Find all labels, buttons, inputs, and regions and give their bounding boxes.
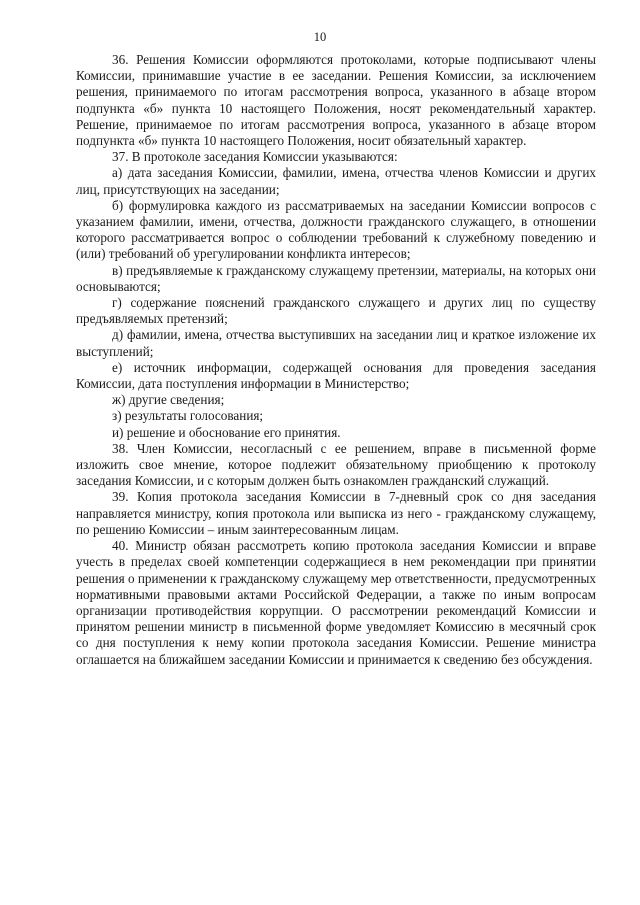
paragraph-37: 37. В протоколе заседания Комиссии указываются: (112, 149, 398, 165)
item-37-zh: ж) другие сведения; (112, 392, 225, 408)
paragraph-38: 38. Член Комиссии, несогласный с ее решением, вправе в письменной форме изложить свое мнение, которое подлежит обязательному приобщению к протоколу заседания Комиссии, и с которым должен быть ознакомлен гражданский служащий. (76, 440, 596, 489)
document-body (76, 52, 596, 668)
paragraph-39: 39. Копия протокола заседания Комиссии в 7-дневный срок со дня заседания направляется министру, копия протокола или выписка из него - гражданскому служащему, по решению Комиссии – иным заинтересованным лицам. (76, 489, 596, 537)
item-37-v: в) предъявляемые к гражданскому служащему претензии, материалы, на которых они основываются; (76, 262, 596, 294)
paragraph-36: 36. Решения Комиссии оформляются протоколами, которые подписывают члены Комиссии, принимавшие участие в ее заседании. Решения Комиссии, за исключением решения, принимаемого по итогам рассмотрения вопроса, указанного в абзаце втором подпункта «б» пункта 10 настоящего Положения, носят рекомендательный характер. Решение, принимаемое по итогам рассмотрения вопроса, указанного в абзаце втором подпункта «б» пункта 10 настоящего Положения, носит обязательный характер. (76, 52, 596, 149)
item-37-g: г) содержание пояснений гражданского служащего и других лиц по существу предъявляемых претензий; (76, 295, 596, 327)
page-number: 10 (313, 30, 327, 44)
item-37-b: б) формулировка каждого из рассматриваемых на заседании Комиссии вопросов с указанием фамилии, имени, отчества, должности гражданского служащего, в отношении которого рассматривается вопрос о соблюдении требований к служебному поведению и (или) требований об урегулировании конфликта интересов; (76, 197, 596, 262)
item-37-d: д) фамилии, имена, отчества выступивших на заседании лиц и краткое изложение их выступлений; (76, 327, 596, 359)
item-37-z: з) результаты голосования; (112, 408, 264, 424)
paragraph-40: 40. Министр обязан рассмотреть копию протокола заседания Комиссии и вправе учесть в пределах своей компетенции содержащиеся в нем рекомендации при принятии решения о применении к гражданскому служащему мер ответственности, предусмотренных нормативными правовыми актами Российской Федерации, а также по иным вопросам организации противодействия коррупции. О рассмотрении рекомендаций Комиссии и принятом решении министр в письменной форме уведомляет Комиссию в месячный срок со дня поступления к нему копии протокола заседания Комиссии. Решение министра оглашается на ближайшем заседании Комиссии и принимается к сведению без обсуждения. (76, 538, 596, 667)
item-37-a: а) дата заседания Комиссии, фамилии, имена, отчества членов Комиссии и других лиц, присутствующих на заседании; (76, 165, 596, 197)
item-37-i: и) решение и обоснование его принятия. (112, 424, 341, 440)
item-37-e: е) источник информации, содержащей основания для проведения заседания Комиссии, дата поступления информации в Министерство; (76, 359, 596, 392)
